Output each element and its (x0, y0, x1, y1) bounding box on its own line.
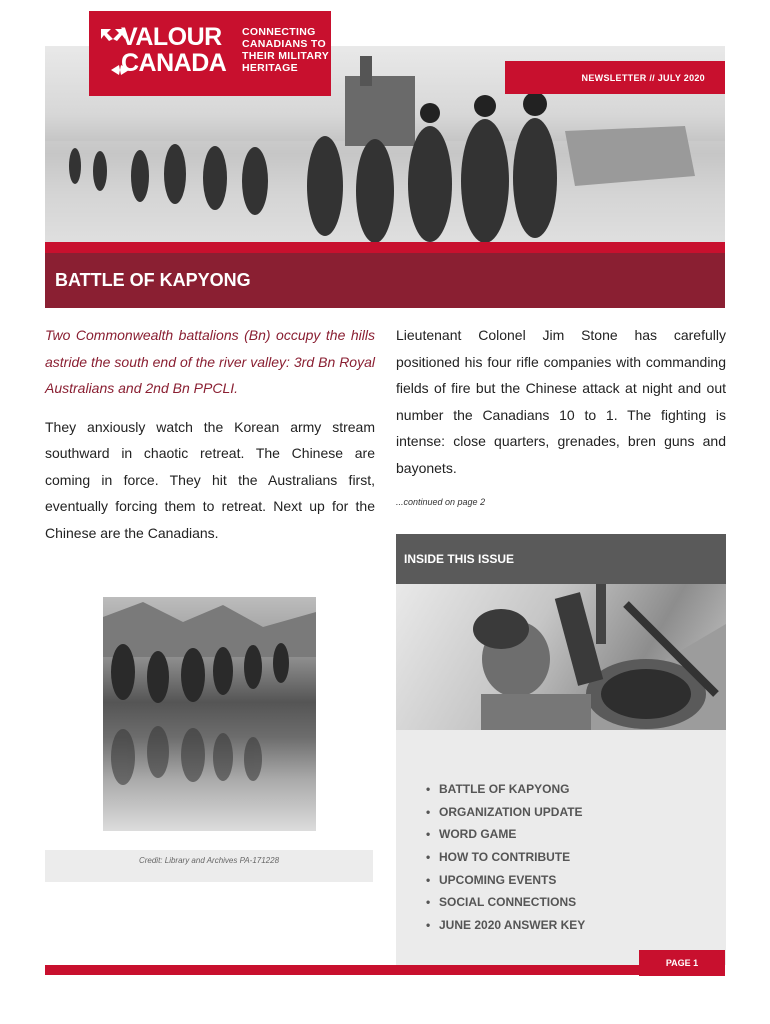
logo-tagline (242, 26, 329, 74)
inside-issue-list-box (396, 730, 726, 965)
article-left-column (45, 322, 375, 546)
soldiers-reflection-illustration (103, 597, 316, 831)
inside-issue-heading: INSIDE THIS ISSUE (404, 552, 515, 566)
inside-issue-header (396, 534, 726, 584)
toc-item[interactable] (426, 869, 585, 892)
gunner-illustration (396, 584, 726, 730)
toc-item[interactable] (426, 778, 585, 801)
logo-tagline-line: THEIR MILITARY (242, 50, 330, 62)
bullet-icon: • (426, 895, 431, 910)
continued-note: ...continued on page 2 (396, 497, 486, 507)
toc-item-label: UPCOMING EVENTS (439, 872, 557, 887)
toc-item-label: ORGANIZATION UPDATE (439, 804, 583, 819)
header-divider (45, 242, 725, 253)
bullet-icon: • (426, 872, 431, 887)
bullet-icon: • (426, 782, 431, 796)
page-number-tab (639, 950, 725, 976)
footer-bar (45, 965, 725, 975)
newsletter-date-bar (505, 61, 725, 94)
article-paragraph-2: Lieutenant Colonel Jim Stone has carefully positioned his four rifle companies with commanding fields of fire but the Chinese attack at night and out number the Canadians 10 to 1. The fighting is intense: close quarters, grenades, bren guns and bayonets. (396, 327, 726, 476)
photo-credit: Credit: Library and Archives PA-171228 (138, 855, 280, 865)
logo-wordmark-line2: CANADA (121, 49, 227, 77)
toc-item[interactable] (426, 891, 585, 914)
bullet-icon: • (426, 850, 431, 865)
toc-item[interactable] (426, 914, 585, 937)
article-title-bar (45, 253, 725, 308)
toc-item[interactable] (426, 823, 585, 846)
gunner-photo (396, 584, 726, 730)
newsletter-label: NEWSLETTER // JULY 2020 (581, 72, 705, 83)
bullet-icon: • (426, 804, 431, 819)
article-right-column (396, 322, 726, 507)
article-paragraph-1: They anxiously watch the Korean army stream southward in chaotic retreat. The Chinese are coming in force. They hit the Australians first, eventually forcing them to retreat. Next up for the Chinese are the Canadians. (45, 418, 375, 541)
article-title: BATTLE OF KAPYONG (55, 270, 251, 290)
logo-tagline-line: CANADIANS TO (242, 38, 326, 50)
bullet-icon: • (426, 918, 431, 933)
photo-credit-box (45, 850, 373, 882)
page-number: PAGE 1 (665, 958, 699, 968)
toc-item[interactable] (426, 801, 585, 824)
article-intro: Two Commonwealth battalions (Bn) occupy the hills astride the south end of the river valley: 3rd Bn Royal Australians and 2nd Bn PPCLI. (45, 327, 375, 396)
toc-item-label: SOCIAL CONNECTIONS (439, 895, 577, 910)
soldiers-reflection-photo (103, 597, 316, 831)
bullet-icon: • (426, 827, 431, 842)
toc-item-label: BATTLE OF KAPYONG (439, 782, 570, 796)
logo-wordmark-line1: VALOUR (121, 23, 222, 51)
toc-item-label: JUNE 2020 ANSWER KEY (439, 918, 586, 933)
toc-item-label: HOW TO CONTRIBUTE (439, 850, 571, 865)
toc-item-label: WORD GAME (439, 827, 517, 842)
logo-tagline-line: HERITAGE (242, 62, 298, 74)
logo-tagline-line: CONNECTING (242, 26, 316, 38)
toc-item[interactable] (426, 846, 585, 869)
table-of-contents (426, 778, 585, 937)
valour-canada-logo (89, 11, 331, 96)
